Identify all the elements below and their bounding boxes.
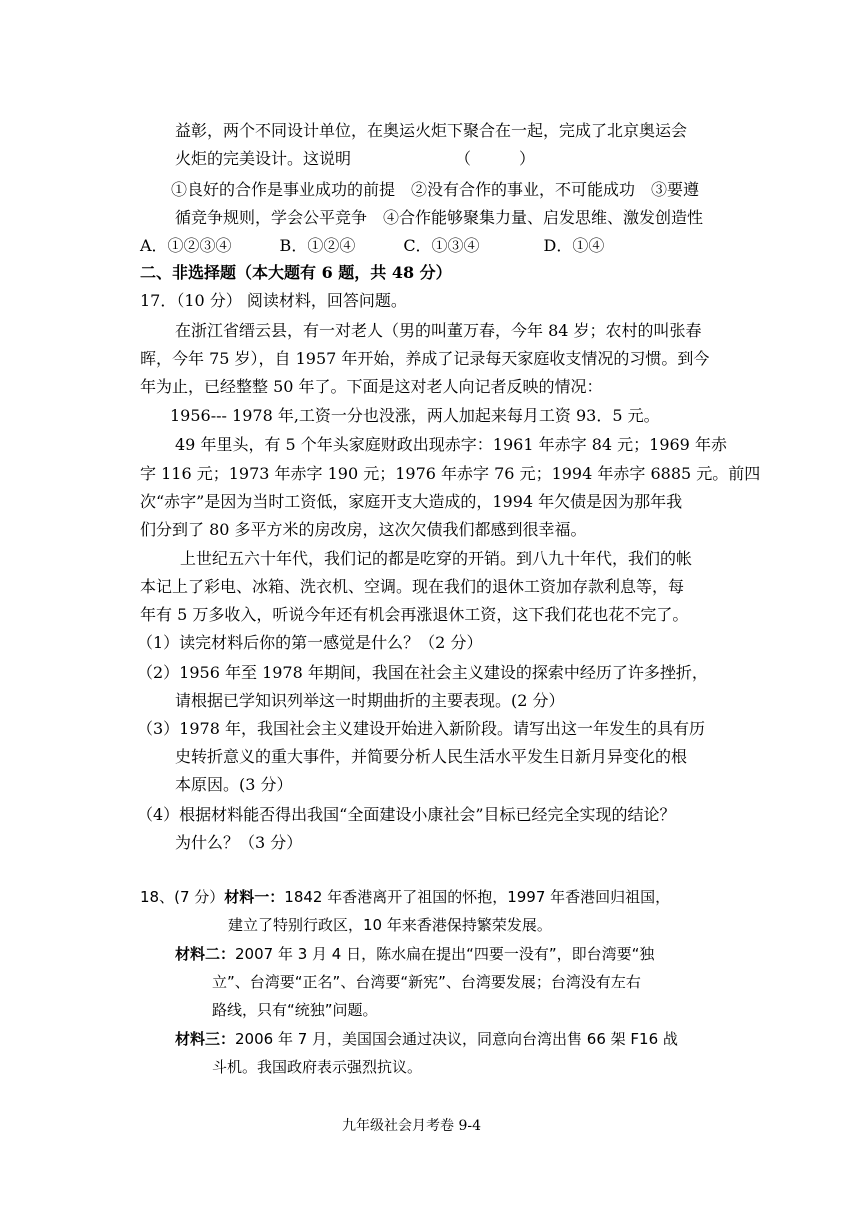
q18-material-2-line-2: 立”、台湾要“正名”、台湾要“新宪”、台湾要发展；台湾没有左右	[212, 973, 641, 991]
q17-para1-line-3: 年为止，已经整整 50 年了。下面是这对老人向记者反映的情况：	[140, 377, 603, 396]
q16-statements-line-1: ①良好的合作是事业成功的前提 ②没有合作的事业，不可能成功 ③要遵	[171, 180, 700, 199]
q16-text-line-2: 火炬的完美设计。这说明 （ ）	[175, 149, 536, 168]
q18-material-1-line-1: 1842 年香港离开了祖国的怀抱，1997 年香港回归祖国，	[284, 888, 671, 906]
q17-header: 17．（10 分） 阅读材料，回答问题。	[140, 291, 407, 310]
q17-para4-line-1: 上世纪五六十年代，我们记的都是吃穿的开销。到八九十年代，我们的帐	[180, 549, 693, 568]
q17-para4-line-2: 本记上了彩电、冰箱、洗衣机、空调。现在我们的退休工资加存款利息等，每	[140, 577, 685, 596]
q18-material-2-line-3: 路线，只有“统独”问题。	[212, 1001, 378, 1019]
q17-subq-3-line-3: 本原因。(3 分）	[175, 775, 293, 794]
q17-subq-2-line-1: （2）1956 年至 1978 年期间，我国在社会主义建设的探索中经历了许多挫折，	[137, 663, 708, 682]
q18-material-1-line-2: 建立了特别行政区，10 年来香港保持繁荣发展。	[228, 916, 552, 934]
section-2-heading: 二、非选择题（本大题有 6 题，共 48 分）	[140, 263, 452, 282]
q17-subq-3-line-1: （3）1978 年，我国社会主义建设开始进入新阶段。请写出这一年发生的具有历	[137, 719, 705, 738]
q18-material-2-text-1: 2007 年 3 月 4 日，陈水扁在提出“四要一没有”，即台湾要“独	[235, 945, 655, 963]
q16-statements-line-2: 循竞争规则，学会公平竞争 ④合作能够聚集力量、启发思维、激发创造性	[175, 208, 704, 227]
q18-material-3-text-1: 2006 年 7 月，美国国会通过决议，同意向台湾出售 66 架 F16 战	[235, 1030, 678, 1048]
q17-subq-3-line-2: 史转折意义的重大事件，并简要分析人民生活水平发生日新月异变化的根	[175, 747, 688, 766]
q17-subq-1: （1）读完材料后你的第一感觉是什么？（2 分）	[137, 633, 483, 652]
q18-material-2-label: 材料二：	[175, 945, 236, 963]
q18-material-3-label: 材料三：	[175, 1030, 236, 1048]
q17-para3-line-4: 们分到了 80 多平方米的房改房，这次欠债我们都感到很幸福。	[140, 520, 587, 539]
q17-para1-line-2: 晖，今年 75 岁），自 1957 年开始，养成了记录每天家庭收支情况的习惯。到今	[140, 349, 710, 368]
q17-subq-4-line-1: （4）根据材料能否得出我国“全面建设小康社会”目标已经完全实现的结论？	[137, 805, 676, 824]
q17-para3-line-2: 字 116 元；1973 年赤字 190 元；1976 年赤字 76 元；1994 年赤字 6885 元。前四	[140, 464, 761, 483]
q17-para3-line-3: 次“赤字”是因为当时工资低，家庭开支大造成的，1994 年欠债是因为那年我	[140, 492, 683, 511]
q17-para3-line-1: 49 年里头，有 5 个年头家庭财政出现赤字：1961 年赤字 84 元；1969 年赤	[175, 435, 727, 454]
q18-material-1-label: 材料一：	[224, 888, 285, 906]
q18-line-1	[140, 883, 670, 911]
q17-para2: 1956--- 1978 年,工资一分也没涨，两人加起来每月工资 93．5 元。	[170, 406, 660, 425]
q16-text-line-1: 益彰，两个不同设计单位，在奥运火炬下聚合在一起，完成了北京奥运会	[175, 121, 688, 140]
q18-material-3-line-1	[175, 1025, 678, 1053]
q17-para1-line-1: 在浙江省缙云县，有一对老人（男的叫董万春，今年 84 岁；农村的叫张春	[175, 321, 702, 340]
q16-options: A．①②③④ B．①②④ C．①③④ D．①④	[140, 236, 605, 255]
q17-subq-2-line-2: 请根据已学知识列举这一时期曲折的主要表现。(2 分）	[175, 691, 565, 710]
q18-prefix: 18、(7 分）	[140, 888, 225, 906]
q17-para4-line-3: 年有 5 万多收入，听说今年还有机会再涨退休工资，这下我们花也花不完了。	[140, 605, 689, 624]
q18-material-3-line-2: 斗机。我国政府表示强烈抗议。	[212, 1058, 423, 1076]
q18-material-2-line-1	[175, 940, 654, 968]
q17-subq-4-line-2: 为什么？（3 分）	[175, 833, 303, 852]
page-footer: 九年级社会月考卷 9-4	[342, 1118, 481, 1134]
